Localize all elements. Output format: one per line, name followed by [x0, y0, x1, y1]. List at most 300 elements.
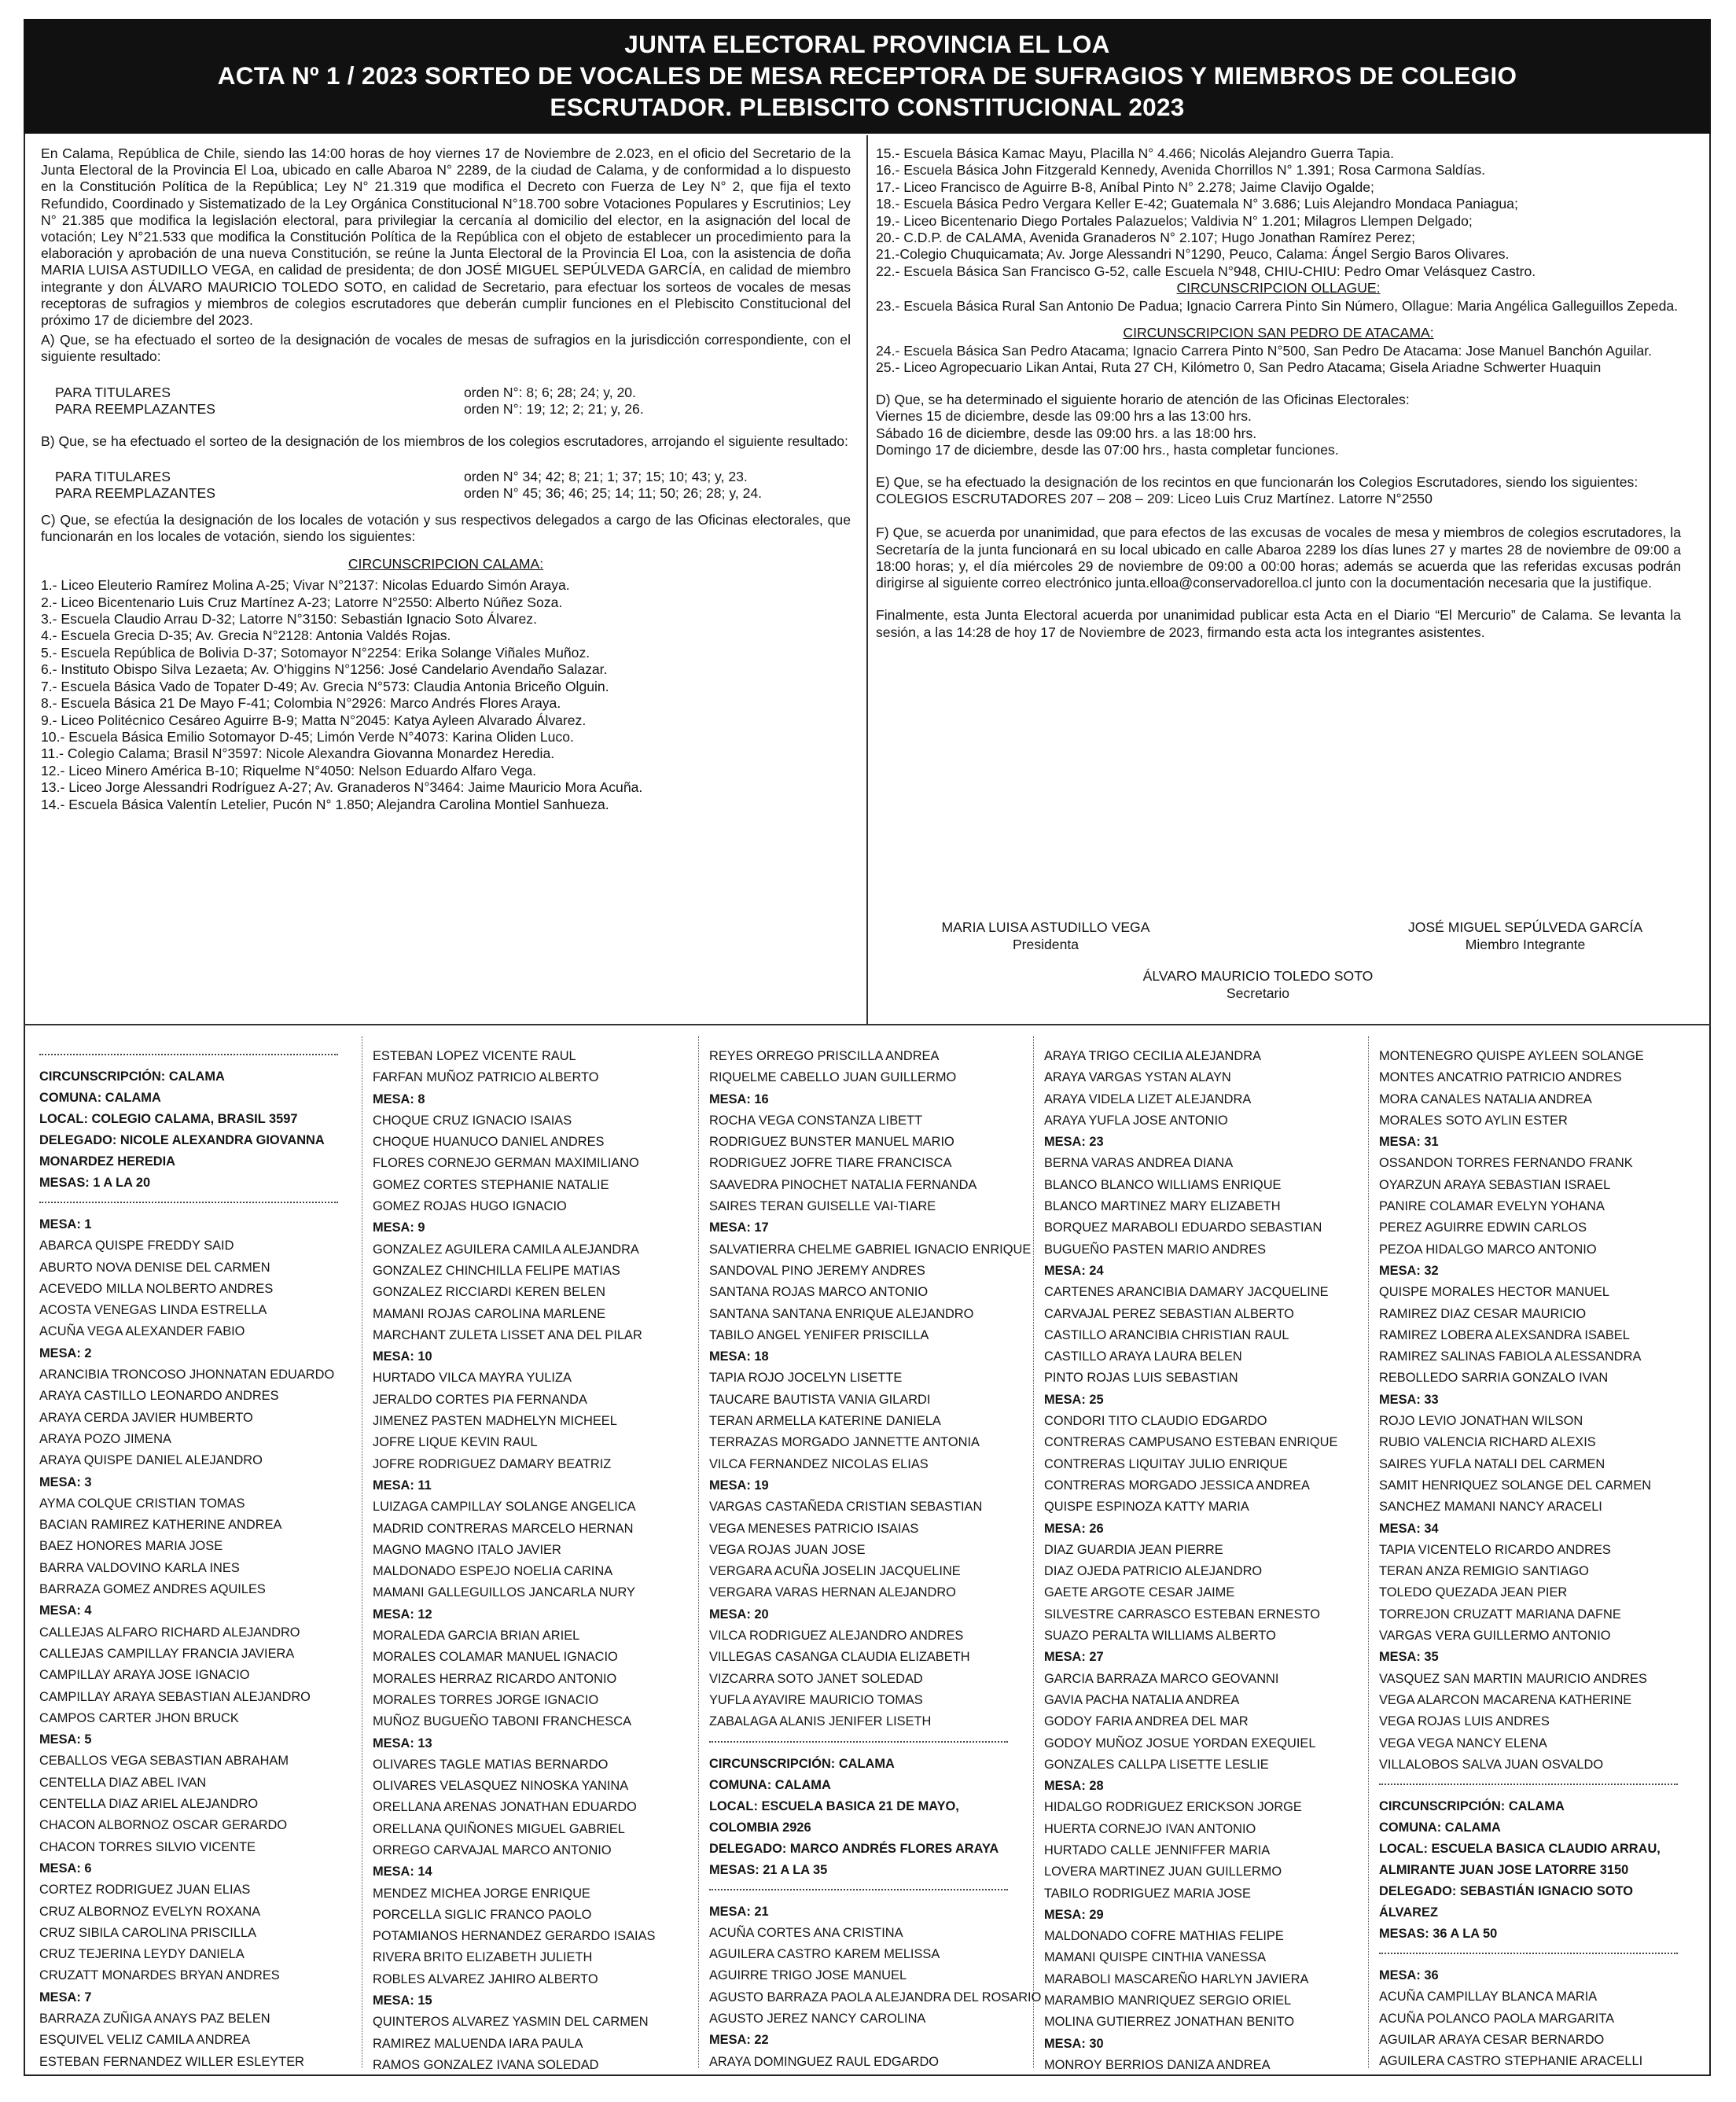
mesa-heading: MESA: 31	[1379, 1135, 1439, 1150]
vocal-name: SAMIT HENRIQUEZ SOLANGE DEL CARMEN	[1379, 1478, 1652, 1493]
vocal-name: ABURTO NOVA DENISE DEL CARMEN	[39, 1260, 270, 1275]
header-subtitle-2: ESCRUTADOR. PLEBISCITO CONSTITUCIONAL 2023	[550, 93, 1185, 121]
vocal-name: TOLEDO QUEZADA JEAN PIER	[1379, 1585, 1568, 1600]
vocal-name: RAMIREZ SALINAS FABIOLA ALESSANDRA	[1379, 1349, 1642, 1364]
vocal-name: ROCHA VEGA CONSTANZA LIBETT	[709, 1113, 923, 1128]
vocal-name: OLIVARES TAGLE MATIAS BERNARDO	[373, 1757, 609, 1772]
vocal-name: JIMENEZ PASTEN MADHELYN MICHEEL	[373, 1414, 617, 1429]
vocal-name: SANCHEZ MAMANI NANCY ARACELI	[1379, 1500, 1602, 1515]
vocal-name: TABILO ANGEL YENIFER PRISCILLA	[709, 1327, 929, 1342]
mesa-heading: MESA: 35	[1379, 1650, 1439, 1665]
vocal-name: BLANCO MARTINEZ MARY ELIZABETH	[1044, 1199, 1281, 1214]
vocal-name: BLANCO BLANCO WILLIAMS ENRIQUE	[1044, 1177, 1282, 1192]
signature-role: Miembro Integrante	[1465, 937, 1586, 952]
local-header-line: MESAS: 36 A LA 50	[1379, 1927, 1498, 1942]
vocal-name: ACUÑA VEGA ALEXANDER FABIO	[39, 1324, 245, 1339]
vocal-name: MAMANI GALLEGUILLOS JANCARLA NURY	[373, 1585, 635, 1600]
mesa-heading: MESA: 10	[373, 1349, 432, 1364]
vocal-name: RAMIREZ LOBERA ALEXSANDRA ISABEL	[1379, 1327, 1630, 1342]
vocal-name: MUÑOZ BUGUEÑO TABONI FRANCHESCA	[373, 1714, 632, 1729]
acta-right-column	[876, 145, 1681, 657]
dotted-separator	[39, 1054, 338, 1055]
vocal-name: AGUILERA CASTRO KAREM MELISSA	[709, 1947, 940, 1962]
vocal-name: CRUZATT MONARDES BRYAN ANDRES	[39, 1968, 280, 1983]
mesa-heading: MESA: 16	[709, 1091, 769, 1106]
vocal-name: CONTRERAS LIQUITAY JULIO ENRIQUE	[1044, 1456, 1288, 1471]
vocal-name: TAPIA ROJO JOCELYN LISETTE	[709, 1371, 903, 1386]
vocal-name: LUIZAGA CAMPILLAY SOLANGE ANGELICA	[373, 1500, 636, 1515]
vocal-name: MOLINA GUTIERREZ JONATHAN BENITO	[1044, 2015, 1295, 2030]
section-b-label: PARA TITULARES	[55, 469, 171, 485]
vocal-name: CARTENES ARANCIBIA DAMARY JACQUELINE	[1044, 1285, 1329, 1300]
local-header-line: MESAS: 1 A LA 20	[39, 1176, 151, 1190]
vocal-name: CEBALLOS VEGA SEBASTIAN ABRAHAM	[39, 1754, 289, 1769]
local-item: 21.-Colegio Chuquicamata; Av. Jorge Alessandri N°1290, Peuco, Calama: Ángel Sergio Baros Olivares.	[876, 246, 1510, 263]
vocal-name: SAAVEDRA PINOCHET NATALIA FERNANDA	[709, 1177, 977, 1192]
vocal-name: VERGARA VARAS HERNAN ALEJANDRO	[709, 1585, 956, 1600]
mesa-heading: MESA: 4	[39, 1603, 92, 1618]
section-d-row: Sábado 16 de diciembre, desde las 09:00 hrs. a las 18:00 hrs.	[876, 425, 1257, 441]
vocal-name: ORREGO CARVAJAL MARCO ANTONIO	[373, 1842, 612, 1857]
section-b-row	[41, 485, 851, 502]
vocal-name: VILCA RODRIGUEZ ALEJANDRO ANDRES	[709, 1629, 964, 1644]
vocal-name: ABARCA QUISPE FREDDY SAID	[39, 1239, 234, 1253]
vocal-name: ZABALAGA ALANIS JENIFER LISETH	[709, 1714, 932, 1729]
vocal-name: VEGA ALARCON MACARENA KATHERINE	[1379, 1692, 1632, 1707]
local-item: 11.- Colegio Calama; Brasil N°3597: Nicole Alexandra Giovanna Monardez Heredia.	[41, 745, 555, 762]
section-a-label: PARA REEMPLAZANTES	[55, 400, 216, 417]
local-header-line: MESAS: 21 A LA 35	[709, 1862, 828, 1877]
vocal-name: JOFRE RODRIGUEZ DAMARY BEATRIZ	[373, 1456, 612, 1471]
vocal-name: ACUÑA POLANCO PAOLA MARGARITA	[1379, 2011, 1615, 2026]
vocal-name: JERALDO CORTES PIA FERNANDA	[373, 1392, 587, 1407]
vocal-name: CASTILLO ARAYA LAURA BELEN	[1044, 1349, 1242, 1364]
vocal-name: OLIVARES VELASQUEZ NINOSKA YANINA	[373, 1779, 629, 1794]
dotted-separator	[39, 1202, 338, 1203]
section-a-label: PARA TITULARES	[55, 384, 171, 400]
mesa-heading: MESA: 22	[709, 2033, 769, 2048]
mesa-heading: MESA: 23	[1044, 1135, 1104, 1150]
vocal-name: ACOSTA VENEGAS LINDA ESTRELLA	[39, 1303, 267, 1318]
vocal-name: VEGA ROJAS JUAN JOSE	[709, 1542, 866, 1557]
dotted-separator	[1379, 1953, 1678, 1954]
vocal-name: ROBLES ALVAREZ JAHIRO ALBERTO	[373, 1971, 598, 1986]
vocal-name: DIAZ GUARDIA JEAN PIERRE	[1044, 1542, 1223, 1557]
local-header-line: LOCAL: ESCUELA BASICA 21 DE MAYO, COLOMBIA 2926	[709, 1798, 959, 1835]
mesa-heading: MESA: 24	[1044, 1263, 1104, 1278]
vocal-name: AGUSTO BARRAZA PAOLA ALEJANDRA DEL ROSARIO	[709, 1990, 1042, 2004]
section-a-value: orden N°: 19; 12; 2; 21; y, 26.	[464, 400, 644, 417]
vocal-name: MAGNO MAGNO ITALO JAVIER	[373, 1542, 561, 1557]
vocal-name: TABILO RODRIGUEZ MARIA JOSE	[1044, 1886, 1251, 1901]
section-c: C) Que, se efectúa la designación de los locales de votación y sus respectivos delegados a cargo de las Oficinas electorales, que funcionarán en los locales de votación, siendo los siguientes:	[41, 511, 851, 544]
vocal-name: RODRIGUEZ BUNSTER MANUEL MARIO	[709, 1135, 954, 1150]
vocal-name: OYARZUN ARAYA SEBASTIAN ISRAEL	[1379, 1177, 1611, 1192]
section-a: A) Que, se ha efectuado el sorteo de la designación de vocales de mesas de sufragios en la jurisdicción correspondiente, con el siguiente resultado:	[41, 332, 851, 365]
mesa-heading: MESA: 5	[39, 1732, 92, 1747]
vocal-name: FLORES CORNEJO GERMAN MAXIMILIANO	[373, 1156, 639, 1171]
vocal-name: JOFRE LIQUE KEVIN RAUL	[373, 1435, 538, 1450]
vocal-name: CONDORI TITO CLAUDIO EDGARDO	[1044, 1414, 1267, 1429]
vocal-name: SANTANA SANTANA ENRIQUE ALEJANDRO	[709, 1306, 974, 1321]
local-header-line: CIRCUNSCRIPCIÓN: CALAMA	[39, 1069, 225, 1084]
local-header-line: COMUNA: CALAMA	[39, 1091, 161, 1105]
vocal-name: CARVAJAL PEREZ SEBASTIAN ALBERTO	[1044, 1306, 1294, 1321]
section-b-label: PARA REEMPLAZANTES	[55, 485, 216, 502]
local-item: 15.- Escuela Básica Kamac Mayu, Placilla N° 4.466; Nicolás Alejandro Guerra Tapia.	[876, 145, 1394, 161]
locales-list	[41, 577, 851, 813]
mesa-heading: MESA: 11	[373, 1478, 432, 1493]
vocal-name: GONZALEZ AGUILERA CAMILA ALEJANDRA	[373, 1242, 639, 1257]
vocal-name: RAMIREZ MALUENDA IARA PAULA	[373, 2036, 583, 2051]
vocal-name: AGUSTO JEREZ NANCY CAROLINA	[709, 2011, 926, 2026]
signature-secretario	[1116, 967, 1399, 1002]
vocal-name: VILCA FERNANDEZ NICOLAS ELIAS	[709, 1456, 929, 1471]
vocal-name: PORCELLA SIGLIC FRANCO PAOLO	[373, 1907, 592, 1922]
vocal-name: BERNA VARAS ANDREA DIANA	[1044, 1156, 1234, 1171]
locales-list-2	[876, 145, 1681, 280]
vocal-name: BUGUEÑO PASTEN MARIO ANDRES	[1044, 1242, 1267, 1257]
local-item: 8.- Escuela Básica 21 De Mayo F-41; Colombia N°2926: Marco Andrés Flores Araya.	[41, 695, 561, 712]
signature-miembro	[1384, 918, 1667, 953]
vocal-name: GONZALES CALLPA LISETTE LESLIE	[1044, 1757, 1269, 1772]
vocal-name: ARAYA VARGAS YSTAN ALAYN	[1044, 1070, 1231, 1085]
mesa-heading: MESA: 36	[1379, 1968, 1439, 1983]
header-title: JUNTA ELECTORAL PROVINCIA EL LOA	[624, 30, 1110, 58]
local-25: 25.- Liceo Agropecuario Likan Antai, Ruta 27 CH, Kilómetro 0, San Pedro Atacama; Gisela Ariadne Schwerter Huaquin	[876, 359, 1602, 376]
dotted-separator	[709, 1741, 1008, 1743]
vocal-name: ACUÑA CORTES ANA CRISTINA	[709, 1925, 903, 1940]
vocal-name: MONTES ANCATRIO PATRICIO ANDRES	[1379, 1070, 1622, 1085]
vocal-name: SAIRES TERAN GUISELLE VAI-TIARE	[709, 1199, 936, 1214]
vocal-name: GONZALEZ CHINCHILLA FELIPE MATIAS	[373, 1263, 620, 1278]
vocal-name: TORREJON CRUZATT MARIANA DAFNE	[1379, 1607, 1621, 1622]
vocal-name: ARAYA DOMINGUEZ RAUL EDGARDO	[709, 2054, 940, 2069]
section-d: D) Que, se ha determinado el siguiente horario de atención de las Oficinas Electorales:	[876, 392, 1410, 408]
section-e: E) Que, se ha efectuado la designación de los recintos en que funcionarán los Colegios Escrutadores, siendo los siguientes:	[876, 474, 1639, 491]
section-d-row: Viernes 15 de diciembre, desde las 09:00 hrs a las 13:00 hrs.	[876, 408, 1252, 425]
local-item: 17.- Liceo Francisco de Aguirre B-8, Aníbal Pinto N° 2.278; Jaime Clavijo Ogalde;	[876, 179, 1374, 195]
mesa-heading: MESA: 12	[373, 1607, 432, 1622]
vocal-name: ARAYA POZO JIMENA	[39, 1431, 171, 1446]
local-item: 12.- Liceo Minero América B-10; Riquelme N°4050: Nelson Eduardo Alfaro Vega.	[41, 762, 537, 779]
vocal-name: SANDOVAL PINO JEREMY ANDRES	[709, 1263, 925, 1278]
vocal-name: VILLALOBOS SALVA JUAN OSVALDO	[1379, 1757, 1604, 1772]
vocal-name: VARGAS CASTAÑEDA CRISTIAN SEBASTIAN	[709, 1500, 983, 1515]
vocal-name: CAMPOS CARTER JHON BRUCK	[39, 1710, 239, 1725]
vocal-name: RUBIO VALENCIA RICHARD ALEXIS	[1379, 1435, 1596, 1450]
vocal-name: MALDONADO COFRE MATHIAS FELIPE	[1044, 1929, 1284, 1944]
vocal-name: MONROY BERRIOS DANIZA ANDREA	[1044, 2057, 1271, 2072]
mesa-heading: MESA: 30	[1044, 2036, 1104, 2051]
vocal-name: RAMIREZ DIAZ CESAR MAURICIO	[1379, 1306, 1587, 1321]
vocal-name: LOVERA MARTINEZ JUAN GUILLERMO	[1044, 1865, 1282, 1879]
vocal-name: MAMANI QUISPE CINTHIA VANESSA	[1044, 1950, 1267, 1965]
vocal-name: PEZOA HIDALGO MARCO ANTONIO	[1379, 1242, 1597, 1257]
local-item: 16.- Escuela Básica John Fitzgerald Kennedy, Avenida Chorrillos N° 1.391; Rosa Carmona Saldías.	[876, 162, 1486, 179]
vocal-name: HUERTA CORNEJO IVAN ANTONIO	[1044, 1821, 1256, 1836]
local-item: 22.- Escuela Básica San Francisco G-52, calle Escuela N°948, CHIU-CHIU: Pedro Omar Velásquez Castro.	[876, 263, 1536, 279]
local-item: 5.- Escuela República de Bolivia D-37; Sotomayor N°2254: Erika Solange Viñales Muñoz.	[41, 644, 590, 661]
mesa-heading: MESA: 25	[1044, 1392, 1104, 1407]
local-24: 24.- Escuela Básica San Pedro Atacama; Ignacio Carrera Pinto N°500, San Pedro De Atacama: Jose Manuel Banchón Aguilar.	[876, 342, 1652, 359]
vocal-name: MARCHANT ZULETA LISSET ANA DEL PILAR	[373, 1327, 642, 1342]
vocal-name: ESTEBAN LOPEZ VICENTE RAUL	[373, 1049, 576, 1063]
vocal-name: SILVESTRE CARRASCO ESTEBAN ERNESTO	[1044, 1607, 1320, 1622]
vocal-name: VERGARA ACUÑA JOSELIN JACQUELINE	[709, 1564, 961, 1579]
vocal-name: TAPIA VICENTELO RICARDO ANDRES	[1379, 1542, 1611, 1557]
section-b-row	[41, 469, 851, 485]
section-f: F) Que, se acuerda por unanimidad, que para efectos de las excusas de vocales de mesa y miembros de colegios escrutadores, la Secretaría de la junta funcionará en su local ubicado en calle Abaroa 2289 los días lunes 27 y martes 28 de noviembre de 09:00 a 18:00 horas; y, el día miércoles 29 de noviembre de 09:00 a 00:00 horas; además se acuerda que las referidas excusas podrán dirigirse al siguiente correo electrónico junta.elloa@conservadorelloa.cl junto con la documentación necesaria que la justifique.	[876, 525, 1681, 591]
vocal-name: OSSANDON TORRES FERNANDO FRANK	[1379, 1156, 1633, 1171]
vocal-name: SANTANA ROJAS MARCO ANTONIO	[709, 1285, 929, 1300]
local-header-line: LOCAL: ESCUELA BASICA CLAUDIO ARRAU, ALMIRANTE JUAN JOSE LATORRE 3150	[1379, 1842, 1661, 1878]
mesa-heading: MESA: 32	[1379, 1263, 1439, 1278]
dotted-separator	[709, 1889, 1008, 1890]
vocal-name: CRUZ ALBORNOZ EVELYN ROXANA	[39, 1904, 261, 1919]
vocal-name: TERAN ARMELLA KATERINE DANIELA	[709, 1414, 941, 1429]
section-b: B) Que, se ha efectuado el sorteo de la designación de los miembros de los colegios escrutadores, arrojando el siguiente resultado:	[41, 433, 848, 450]
mesa-heading: MESA: 9	[373, 1220, 425, 1235]
vocal-name: GODOY FARIA ANDREA DEL MAR	[1044, 1714, 1249, 1729]
vocal-name: QUISPE MORALES HECTOR MANUEL	[1379, 1285, 1609, 1300]
vocal-name: MALDONADO ESPEJO NOELIA CARINA	[373, 1564, 613, 1579]
vocal-name: BORQUEZ MARABOLI EDUARDO SEBASTIAN	[1044, 1220, 1322, 1235]
vocal-name: GOMEZ ROJAS HUGO IGNACIO	[373, 1199, 567, 1214]
vocal-name: AGUILERA CASTRO STEPHANIE ARACELLI	[1379, 2054, 1643, 2069]
vocal-name: ARAYA TRIGO CECILIA ALEJANDRA	[1044, 1049, 1261, 1063]
local-header-line: COMUNA: CALAMA	[1379, 1820, 1501, 1835]
vocal-name: ORELLANA QUIÑONES MIGUEL GABRIEL	[373, 1821, 625, 1836]
vocal-name: CHOQUE CRUZ IGNACIO ISAIAS	[373, 1113, 572, 1128]
vocal-name: RAMOS GONZALEZ IVANA SOLEDAD	[373, 2057, 599, 2072]
vocal-name: ARAYA CERDA JAVIER HUMBERTO	[39, 1410, 253, 1425]
mesa-heading: MESA: 2	[39, 1346, 92, 1360]
local-item: 6.- Instituto Obispo Silva Lezaeta; Av. O'higgins N°1256: José Candelario Avendaño Salazar.	[41, 661, 608, 678]
section-e-row: COLEGIOS ESCRUTADORES 207 – 208 – 209: Liceo Luis Cruz Martínez. Latorre N°2550	[876, 491, 1433, 507]
vocal-name: MORA CANALES NATALIA ANDREA	[1379, 1091, 1592, 1106]
mesa-heading: MESA: 29	[1044, 1907, 1104, 1922]
vocal-name: CORTEZ RODRIGUEZ JUAN ELIAS	[39, 1883, 251, 1898]
local-item: 18.- Escuela Básica Pedro Vergara Keller E-42; Guatemala N° 3.686; Luis Alejandro Mondaca Paniagua;	[876, 196, 1518, 212]
vocal-name: HIDALGO RODRIGUEZ ERICKSON JORGE	[1044, 1800, 1302, 1815]
vocal-name: PEREZ AGUIRRE EDWIN CARLOS	[1379, 1220, 1587, 1235]
mesa-heading: MESA: 14	[373, 1865, 432, 1879]
mesa-heading: MESA: 7	[39, 1990, 92, 2004]
signature-role: Secretario	[1226, 985, 1290, 1001]
vocal-name: CASTILLO ARANCIBIA CHRISTIAN RAUL	[1044, 1327, 1289, 1342]
mesa-heading: MESA: 1	[39, 1217, 92, 1231]
local-item: 7.- Escuela Básica Vado de Topater D-49; Av. Grecia N°573: Claudia Antonia Briceño Olguin.	[41, 678, 609, 694]
local-23: 23.- Escuela Básica Rural San Antonio De Padua; Ignacio Carrera Pinto Sin Número, Ollague: Maria Angélica Galleguillos Zepeda.	[876, 298, 1679, 315]
vocal-name: QUISPE ESPINOZA KATTY MARIA	[1044, 1500, 1249, 1515]
vocal-name: CONTRERAS CAMPUSANO ESTEBAN ENRIQUE	[1044, 1435, 1338, 1450]
vocal-name: TERAN ANZA REMIGIO SANTIAGO	[1379, 1564, 1589, 1579]
vocal-name: CALLEJAS CAMPILLAY FRANCIA JAVIERA	[39, 1646, 295, 1661]
local-item: 1.- Liceo Eleuterio Ramírez Molina A-25; Vivar N°2137: Nicolas Eduardo Simón Araya.	[41, 577, 570, 594]
vocal-name: VASQUEZ SAN MARTIN MAURICIO ANDRES	[1379, 1671, 1647, 1686]
mesa-heading: MESA: 6	[39, 1861, 92, 1876]
vocales-column-2	[373, 1046, 671, 2076]
local-header-line: COMUNA: CALAMA	[709, 1777, 831, 1792]
dotted-separator	[1379, 1784, 1678, 1785]
mesa-heading: MESA: 3	[39, 1474, 92, 1489]
vocal-name: HURTADO VILCA MAYRA YULIZA	[373, 1371, 572, 1386]
vocal-name: YUFLA AYAVIRE MAURICIO TOMAS	[709, 1692, 923, 1707]
vocal-name: ACEVEDO MILLA NOLBERTO ANDRES	[39, 1281, 274, 1296]
signature-presidenta	[904, 918, 1187, 953]
vocal-name: FARFAN MUÑOZ PATRICIO ALBERTO	[373, 1070, 599, 1085]
vocal-name: DIAZ OJEDA PATRICIO ALEJANDRO	[1044, 1564, 1263, 1579]
vocal-name: VARGAS VERA GUILLERMO ANTONIO	[1379, 1629, 1611, 1644]
acta-left-column	[41, 145, 851, 813]
column-separator	[1033, 1036, 1034, 2068]
local-item: 20.- C.D.P. de CALAMA, Avenida Granaderos N° 2.107; Hugo Jonathan Ramírez Perez;	[876, 230, 1416, 246]
mesa-heading: MESA: 27	[1044, 1650, 1104, 1665]
section-a-row	[41, 401, 851, 418]
vocal-name: CHACON ALBORNOZ OSCAR GERARDO	[39, 1818, 288, 1833]
vocal-name: MORALES SOTO AYLIN ESTER	[1379, 1113, 1568, 1128]
vocal-name: SAIRES YUFLA NATALI DEL CARMEN	[1379, 1456, 1605, 1471]
local-header-line: DELEGADO: SEBASTIÁN IGNACIO SOTO ÁLVAREZ	[1379, 1884, 1633, 1920]
vocal-name: CRUZ SIBILA CAROLINA PRISCILLA	[39, 1925, 256, 1940]
vocal-name: BARRAZA GOMEZ ANDRES AQUILES	[39, 1582, 266, 1597]
vocal-name: VILLEGAS CASANGA CLAUDIA ELIZABETH	[709, 1650, 970, 1665]
section-a-value: orden N°: 8; 6; 28; 24; y, 20.	[464, 384, 636, 400]
vocal-name: GARCIA BARRAZA MARCO GEOVANNI	[1044, 1671, 1279, 1686]
signature-name: JOSÉ MIGUEL SEPÚLVEDA GARCÍA	[1407, 919, 1643, 935]
vocal-name: MARAMBIO MANRIQUEZ SERGIO ORIEL	[1044, 1993, 1292, 2008]
vocal-name: CHOQUE HUANUCO DANIEL ANDRES	[373, 1135, 605, 1150]
vocal-name: REYES ORREGO PRISCILLA ANDREA	[709, 1049, 940, 1063]
vocal-name: MENDEZ MICHEA JORGE ENRIQUE	[373, 1886, 590, 1901]
vocal-name: HURTADO CALLE JENNIFFER MARIA	[1044, 1842, 1271, 1857]
vocal-name: ORELLANA ARENAS JONATHAN EDUARDO	[373, 1800, 637, 1815]
vocal-name: MORALEDA GARCIA BRIAN ARIEL	[373, 1629, 580, 1644]
local-item: 10.- Escuela Básica Emilio Sotomayor D-45; Limón Verde N°4073: Karina Oliden Luco.	[41, 728, 574, 745]
mesa-heading: MESA: 20	[709, 1607, 769, 1622]
mesa-heading: MESA: 8	[373, 1091, 425, 1106]
mesa-heading: MESA: 26	[1044, 1521, 1104, 1536]
vocal-name: CENTELLA DIAZ ABEL IVAN	[39, 1775, 207, 1790]
local-item: 3.- Escuela Claudio Arrau D-32; Latorre N°3150: Sebastián Ignacio Soto Álvarez.	[41, 611, 537, 628]
signature-role: Presidenta	[1012, 937, 1079, 952]
vocal-name: ESQUIVEL VELIZ CAMILA ANDREA	[39, 2033, 251, 2048]
column-separator	[698, 1036, 699, 2068]
vocal-name: POTAMIANOS HERNANDEZ GERARDO ISAIAS	[373, 1929, 656, 1944]
vocal-name: RODRIGUEZ JOFRE TIARE FRANCISCA	[709, 1156, 952, 1171]
intro-paragraph: En Calama, República de Chile, siendo las 14:00 horas de hoy viernes 17 de Noviembre de 2.023, en el oficio del Secretario de la Junta Electoral de la Provincia El Loa, ubicado en calle Abaroa N° 2289, de la ciudad de Calama, y de conformidad a lo dispuesto en la Constitución Política de la República; Ley N° 21.319 que modifica el Decreto con Fuerza de Ley N° 2, que fija el texto Refundido, Coordinado y Sistematizado de la Ley Orgánica Constitucional N°18.700 sobre Votaciones Populares y Escrutinios; Ley N° 21.385 que modifica la legislación electoral, para privilegiar la cercanía al domicilio del elector, en la asignación del local de votación; Ley N°21.533 que modifica la Constitución Política de la República con el objeto de establecer un procedimiento para la elaboración y aprobación de una nueva Constitución, se reúne la Junta Electoral de la Provincia El Loa, con la asistencia de doña MARIA LUISA ASTUDILLO VEGA, en calidad de presidenta; de don JOSÉ MIGUEL SEPÚLVEDA GARCÍA, en calidad de miembro integrante y don ÁLVARO MAURICIO TOLEDO SOTO, en calidad de Secretario, para efectuar los sorteos de vocales de mesas receptoras de sufragios y miembros de colegios escrutadores que deberán cumplir funciones en el Plebiscito Constitucional del próximo 17 de diciembre del 2023.	[41, 145, 851, 329]
vocal-name: BAEZ HONORES MARIA JOSE	[39, 1539, 223, 1554]
section-b-value: orden N° 34; 42; 8; 21; 1; 37; 15; 10; 43; y, 23.	[464, 469, 748, 485]
vocal-name: VEGA VEGA NANCY ELENA	[1379, 1736, 1547, 1750]
vocal-name: VEGA ROJAS LUIS ANDRES	[1379, 1714, 1550, 1729]
vocal-name: GOMEZ CORTES STEPHANIE NATALIE	[373, 1177, 609, 1192]
mesa-heading: MESA: 33	[1379, 1392, 1439, 1407]
vocal-name: GONZALEZ RICCIARDI KEREN BELEN	[373, 1285, 605, 1300]
header-subtitle: ACTA Nº 1 / 2023 SORTEO DE VOCALES DE MESA RECEPTORA DE SUFRAGIOS Y MIEMBROS DE COLEGIO	[217, 61, 1517, 90]
section-divider	[24, 1024, 1711, 1025]
mesa-heading: MESA: 15	[373, 1993, 432, 2008]
local-item: 4.- Escuela Grecia D-35; Av. Grecia N°2128: Antonia Valdés Rojas.	[41, 628, 451, 644]
vocal-name: CAMPILLAY ARAYA JOSE IGNACIO	[39, 1668, 250, 1683]
vocal-name: MARABOLI MASCAREÑO HARLYN JAVIERA	[1044, 1971, 1309, 1986]
vocal-name: PANIRE COLAMAR EVELYN YOHANA	[1379, 1199, 1605, 1214]
local-item: 13.- Liceo Jorge Alessandri Rodríguez A-27; Av. Granaderos N°3464: Jaime Mauricio Mora Acuña.	[41, 779, 643, 796]
vocal-name: ESTEBAN FERNANDEZ WILLER ESLEYTER	[39, 2054, 304, 2069]
vocal-name: VIZCARRA SOTO JANET SOLEDAD	[709, 1671, 923, 1686]
section-b-value: orden N° 45; 36; 46; 25; 14; 11; 50; 26; 28; y, 24.	[464, 485, 763, 502]
section-d-row: Domingo 17 de diciembre, desde las 07:00 hrs., hasta completar funciones.	[876, 441, 1339, 458]
mesa-heading: MESA: 21	[709, 1904, 769, 1919]
vocal-name: TAUCARE BAUTISTA VANIA GILARDI	[709, 1392, 931, 1407]
mesa-heading: MESA: 13	[373, 1736, 432, 1750]
vocal-name: GAVIA PACHA NATALIA ANDREA	[1044, 1692, 1240, 1707]
vocal-name: CONTRERAS MORGADO JESSICA ANDREA	[1044, 1478, 1310, 1493]
mesa-heading: MESA: 18	[709, 1349, 769, 1364]
vocal-name: QUINTEROS ALVAREZ YASMIN DEL CARMEN	[373, 2015, 649, 2030]
vocal-name: CAMPILLAY ARAYA SEBASTIAN ALEJANDRO	[39, 1689, 311, 1704]
circunscripcion-calama-heading: CIRCUNSCRIPCION CALAMA:	[348, 556, 544, 572]
local-item: 9.- Liceo Politécnico Cesáreo Aguirre B-9; Matta N°2045: Katya Ayleen Alvarado Álvarez.	[41, 712, 587, 728]
vocal-name: CENTELLA DIAZ ARIEL ALEJANDRO	[39, 1797, 259, 1812]
vocal-name: MONTENEGRO QUISPE AYLEEN SOLANGE	[1379, 1049, 1644, 1063]
vocal-name: MORALES COLAMAR MANUEL IGNACIO	[373, 1650, 618, 1665]
vocal-name: GAETE ARGOTE CESAR JAIME	[1044, 1585, 1235, 1600]
local-header-line: CIRCUNSCRIPCIÓN: CALAMA	[1379, 1799, 1565, 1814]
vocal-name: BARRA VALDOVINO KARLA INES	[39, 1560, 240, 1575]
vocal-name: ARAYA QUISPE DANIEL ALEJANDRO	[39, 1453, 263, 1468]
local-header-line: DELEGADO: MARCO ANDRÉS FLORES ARAYA	[709, 1841, 999, 1856]
circunscripcion-spa-heading: CIRCUNSCRIPCION SAN PEDRO DE ATACAMA:	[1123, 324, 1434, 341]
vocal-name: RIQUELME CABELLO JUAN GUILLERMO	[709, 1070, 957, 1085]
local-item: 14.- Escuela Básica Valentín Letelier, Pucón N° 1.850; Alejandra Carolina Montiel Sanhueza.	[41, 796, 609, 812]
mesa-heading: MESA: 19	[709, 1478, 769, 1493]
page-header	[24, 19, 1711, 134]
vocal-name: MORALES TORRES JORGE IGNACIO	[373, 1692, 599, 1707]
circunscripcion-ollague-heading: CIRCUNSCRIPCION OLLAGUE:	[1176, 280, 1381, 296]
vocales-column-1	[39, 1046, 338, 2073]
vocal-name: ARANCIBIA TRONCOSO JHONNATAN EDUARDO	[39, 1368, 335, 1382]
vocal-name: CHACON TORRES SILVIO VICENTE	[39, 1839, 256, 1854]
vocal-name: VEGA MENESES PATRICIO ISAIAS	[709, 1521, 919, 1536]
mesa-heading: MESA: 28	[1044, 1779, 1104, 1794]
local-item: 2.- Liceo Bicentenario Luis Cruz Martínez A-23; Latorre N°2550: Alberto Núñez Soza.	[41, 594, 563, 610]
vocales-column-5	[1379, 1046, 1678, 2073]
column-separator	[1368, 1036, 1369, 2068]
vocal-name: BACIAN RAMIREZ KATHERINE ANDREA	[39, 1518, 282, 1533]
section-a-row	[41, 385, 851, 401]
vocal-name: ROJO LEVIO JONATHAN WILSON	[1379, 1414, 1583, 1429]
vocal-name: ARAYA VIDELA LIZET ALEJANDRA	[1044, 1091, 1252, 1106]
mesa-heading: MESA: 17	[709, 1220, 769, 1235]
vocales-column-4	[1044, 1046, 1343, 2076]
vocal-name: ARAYA CASTILLO LEONARDO ANDRES	[39, 1389, 279, 1404]
vocal-name: MORALES HERRAZ RICARDO ANTONIO	[373, 1671, 617, 1686]
local-header-line: LOCAL: COLEGIO CALAMA, BRASIL 3597	[39, 1112, 298, 1126]
column-divider	[866, 135, 868, 1024]
mesa-heading: MESA: 34	[1379, 1521, 1439, 1536]
vocal-name: TERRAZAS MORGADO JANNETTE ANTONIA	[709, 1435, 980, 1450]
vocal-name: CRUZ TEJERINA LEYDY DANIELA	[39, 1947, 245, 1962]
local-header-line: DELEGADO: NICOLE ALEXANDRA GIOVANNA MONARDEZ HEREDIA	[39, 1133, 325, 1169]
vocal-name: CALLEJAS ALFARO RICHARD ALEJANDRO	[39, 1625, 300, 1640]
vocal-name: GODOY MUÑOZ JOSUE YORDAN EXEQUIEL	[1044, 1736, 1316, 1750]
vocal-name: RIVERA BRITO ELIZABETH JULIETH	[373, 1950, 593, 1965]
vocal-name: MAMANI ROJAS CAROLINA MARLENE	[373, 1306, 605, 1321]
vocal-name: SALVATIERRA CHELME GABRIEL IGNACIO ENRIQUE	[709, 1242, 1032, 1257]
vocal-name: ARAYA YUFLA JOSE ANTONIO	[1044, 1113, 1228, 1128]
